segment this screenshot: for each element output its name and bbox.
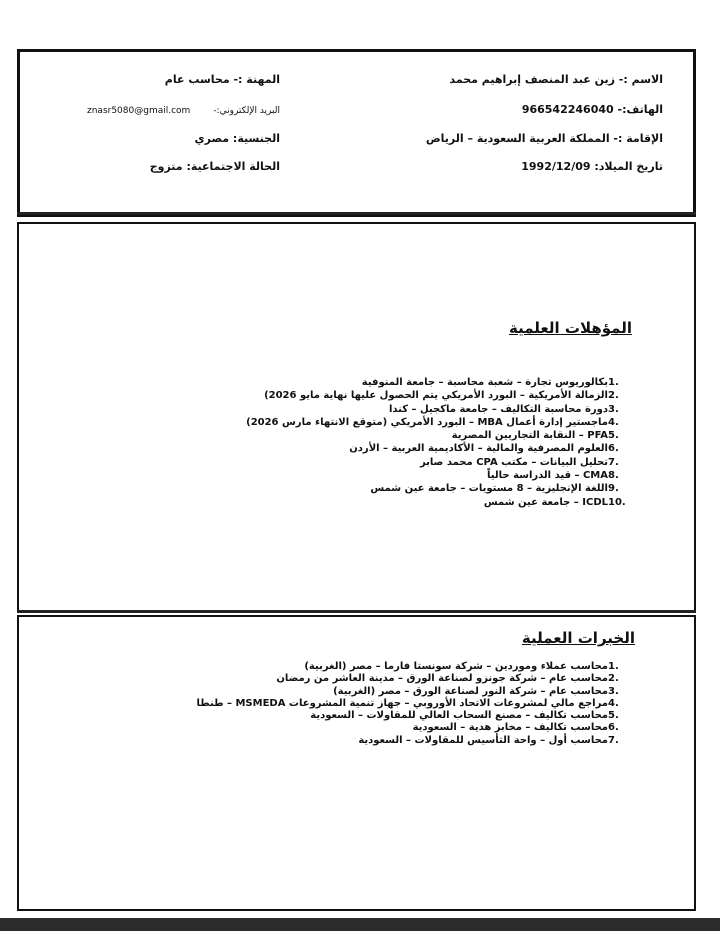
list-item-number: 1. — [608, 661, 619, 672]
list-item-number: 4. — [608, 697, 619, 709]
list-item-number: 5. — [608, 710, 619, 722]
list-item-text: محاسب أول – واحة التأسيس للمقاولات – السعودية — [358, 734, 608, 746]
email-value[interactable]: znasr5080@gmail.com — [87, 106, 191, 116]
list-item — [197, 686, 629, 698]
list-item-number: 8. — [608, 470, 619, 482]
list-item — [246, 403, 628, 416]
birth-date-field: تاريخ الميلاد: 1992/12/09 — [521, 160, 663, 173]
marital-status-field: الحالة الاجتماعية: متزوج — [149, 160, 280, 173]
name-field: الاسم :- زين عبد المنصف إبراهيم محمد — [449, 73, 663, 86]
list-item — [246, 442, 628, 455]
phone-field: الهاتف:- 966542246040 — [521, 103, 663, 116]
list-item — [197, 661, 629, 673]
list-item — [197, 722, 629, 734]
list-item-number: 7. — [608, 456, 619, 468]
list-item-text: ICDL – جامعة عين شمس — [483, 496, 608, 508]
list-item — [197, 698, 629, 710]
list-item — [246, 376, 628, 389]
list-item-text: محاسب تكاليف – مخابز هدية – السعودية — [412, 722, 608, 734]
list-item — [197, 673, 629, 685]
list-item-text: دورة محاسبة التكاليف – جامعة ماكجيل – كندا — [388, 403, 608, 415]
list-item — [197, 735, 629, 747]
list-item — [246, 482, 628, 495]
list-item-text: محاسب عملاء وموردين – شركة سونستا فارما – مصر (الغربية) — [304, 661, 608, 672]
list-item-text: ماجستير إدارة أعمال MBA – البورد الأمريكي (متوقع الانتهاء مارس 2026) — [246, 416, 608, 428]
qualifications-title: المؤهلات العلمية — [509, 319, 632, 337]
list-item-text: PFA – النقابة التجاريين المصرية — [451, 430, 608, 442]
experience-box — [17, 615, 696, 911]
residence-field: الإقامة :- المملكة العربية السعودية – الرياض — [425, 132, 663, 145]
list-item-number: 7. — [608, 734, 619, 746]
list-item — [246, 389, 628, 402]
list-item-number: 6. — [608, 722, 619, 734]
bottom-bar — [0, 918, 720, 931]
list-item-text: العلوم المصرفية والمالية – الأكاديمية العربية – الأردن — [349, 443, 608, 455]
list-item-text: اللغة الإنجليزية – 8 مستويات – جامعة عين شمس — [370, 483, 608, 495]
list-item — [246, 416, 628, 429]
list-item-text: تحليل البيانات – مكتب CPA محمد صابر — [419, 456, 608, 468]
divider-line — [17, 610, 696, 613]
list-item-text: الزمالة الأمريكية – البورد الأمريكي يتم الحصول عليها نهاية مايو 2026) — [264, 390, 608, 402]
list-item-text: محاسب تكاليف – مصنع السحاب العالي للمقاولات – السعودية — [310, 710, 608, 722]
list-item — [197, 710, 629, 722]
list-item-number: 1. — [608, 377, 619, 388]
list-item — [246, 456, 628, 469]
list-item-number: 5. — [608, 430, 619, 442]
list-item — [246, 496, 628, 509]
profession-field: المهنة :- محاسب عام — [164, 73, 280, 86]
list-item-number: 4. — [608, 416, 619, 428]
list-item-number: 9. — [608, 483, 619, 495]
list-item-number: 10. — [608, 496, 626, 508]
list-item — [246, 469, 628, 482]
nationality-field: الجنسية: مصري — [194, 132, 280, 145]
qualifications-list — [246, 376, 628, 509]
experience-title: الخبرات العملية — [521, 629, 635, 647]
list-item-number: 3. — [608, 403, 619, 415]
email-label: البريد الإلكتروني:- — [213, 106, 280, 116]
list-item-text: CMA – قيد الدراسة حالياً — [487, 470, 608, 482]
list-item-number: 2. — [608, 390, 619, 402]
list-item-text: محاسب عام – شركة النور لصناعة الورق – مصر (الغربية) — [333, 685, 608, 697]
list-item-text: مراجع مالي لمشروعات الاتحاد الأوروبي – جهاز تنمية المشروعات MSMEDA – طنطا — [196, 697, 608, 709]
list-item-number: 2. — [608, 673, 619, 685]
experience-list — [197, 661, 629, 747]
divider-line — [17, 212, 696, 215]
list-item-number: 3. — [608, 685, 619, 697]
list-item-text: بكالوريوس تجارة – شعبة محاسبة – جامعة المنوفية — [361, 377, 608, 388]
list-item-text: محاسب عام – شركة جونزو لصناعة الورق – مدينة العاشر من رمضان — [276, 673, 608, 685]
list-item-number: 6. — [608, 443, 619, 455]
list-item — [246, 429, 628, 442]
